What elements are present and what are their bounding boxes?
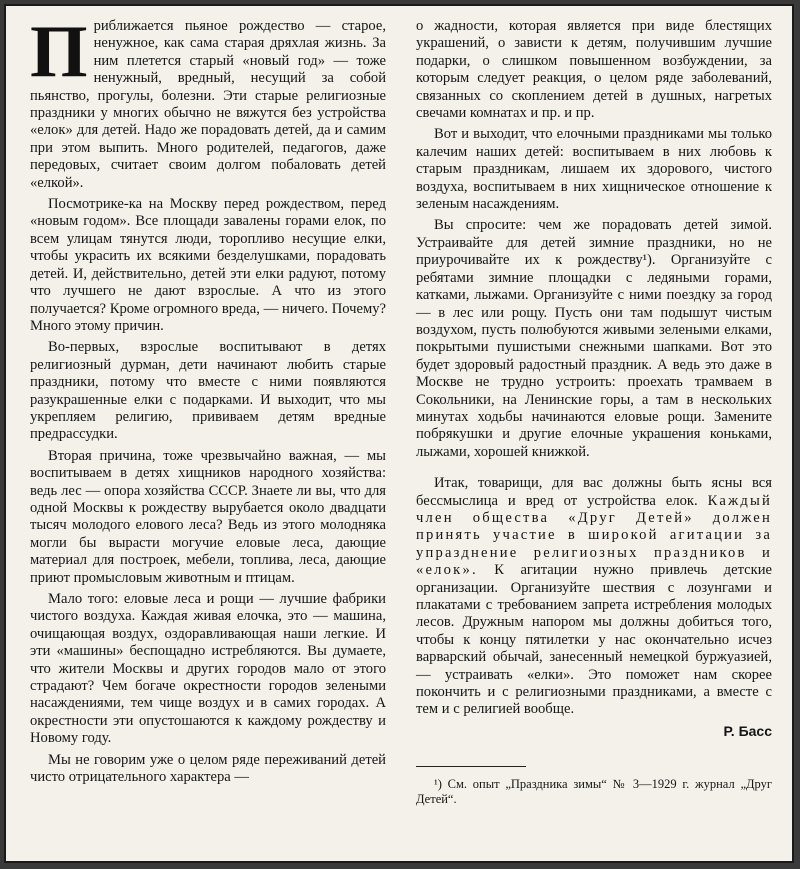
paragraph: Вторая причина, тоже чрезвычайно важная, — мы воспитываем в детях хищников народного хозяйства: ведь лес — опора хозяйства СССР. Знаете ли вы, что для одной Москвы к рождеству вырубается около двадцати тысяч молодого елового леса? Ведь из этого молодняка могли бы вырасти могучие еловые леса, дающие материал для построек, мебели, топлива, леса, дающие приют промысловым животным и птицам. [30,447,386,586]
closing-paragraph [416,475,772,719]
paragraph: о жадности, которая является при виде блестящих украшений, о зависти к детям, получившим лучшие подарки, о слишком повышенном возбуждении, за которым следует реакция, о целом ряде заболеваний, связанных со скоплением детей в душных, нагретых свечами комнатах и пр. и пр. [416,18,772,122]
paragraph: Мы не говорим уже о целом ряде переживаний детей чисто отрицательного характера — [30,751,386,786]
paragraph: Вот и выходит, что елочными праздниками мы только калечим наших детей: воспитываем в них любовь к старым праздникам, лишаем их здорового, чистого воздуха, воспитываем в них хищническое отношение к зеленым насаждениям. [416,126,772,213]
author-signature: Р. Басс [723,722,772,739]
paragraph: Вы спросите: чем же порадовать детей зимой. Устраивайте для детей зимние праздники, но не приурочивайте их к рождеству¹). Организуйте с ребятами зимние площадки с ледяными горами, катками, лыжами. Организуйте с ними поездку за город — в лес или рощу. Пусть они там подышут чистым воздухом, пусть полюбуются живыми зелеными елками, покрытыми пушистыми снежными шапками. Вот это будет здоровый радостный праздник. А ведь это даже в Москве не трудно устроить: проехать трамваем в Сокольники, на Ленинские горы, а там в нескольких минутах ходьбы начинаются еловые рощи. Замените побрякушки и другие елочные украшения коньками, лыжами, хорошей книжкой. [416,217,772,460]
paragraph: Посмотрике-ка на Москву перед рождеством, перед «новым годом». Все площади завалены горами елок, по всем улицам тянутся люди, торопливо несущие елки, чтобы украсить их всякими безделушками, порадовать детей. И, действительно, детей эти елки радуют, потому что лучшего не дают взрослые. А что из этого получается? Кроме огромного вреда, — ничего. Почему? Много этому причин. [30,196,386,334]
paragraph: Мало того: еловые леса и рощи — лучшие фабрики чистого воздуха. Каждая живая елочка, это — машина, очищающая воздух, оздоравливающая наши легкие. И эти «машины» беспощадно истребляются. Вы думаете, что жители Москвы и других городов мало от этого страдают? Чем богаче окрестности городов зелеными насаждениями, тем чище воздух и в самих городах. А окрестности эти опустошаются к каждому рождеству и Новому году. [30,591,386,747]
footnote-divider [416,766,526,767]
footnote: ¹) См. опыт „Праздника зимы“ № 3—1929 г. журнал „Друг Детей“. [416,777,772,807]
paragraph [30,11,386,192]
closing-intro: Итак, товарищи, для вас должны быть ясны вся бессмыслица и вред от устройства елок. [416,475,772,509]
left-column [30,11,386,790]
paragraph-text: риближается пьяное рождество — старое, ненужное, как сама старая дряхлая жизнь. За ним плетется старый «новый год» — тоже ненужный, вредный, несущий за собой пьянство, прогулы, болезни. Эти старые религиозные праздники у многих обычно не вяжутся без устройства «елок» для детей. Надо же порадовать детей, да и самим при этом выпить. Много родителей, педагогов, даже передовых, считает своим долгом побаловать детей «елкой». [30,18,386,191]
magazine-page [4,4,794,863]
paragraph: Во-первых, взрослые воспитывают в детях религиозный дурман, дети начинают любить старые праздники, потому что вместе с ними появляются разукрашенные елки с подарками. И выходит, что мы укрепляем религию, прививаем детям вредные предрассудки. [30,339,386,443]
closing-spaced-call: Каждый член общества «Друг Детей» должен принять участие в широкой агитации за упразднение религиозных праздников и «елок». [416,492,772,579]
closing-rest: К агитации нужно привлечь детские организации. Организуйте шествия с лозунгами и плакатами с требованием запрета истребления молодых лесов. Дружным напором мы должны добиться того, чтобы к концу пятилетки у нас окончательно исчез варварский обычай, занесенный немецкой буржуазией, — устраивать «елки». Это поможет нам скорее покончить и с религиозными праздниками, а вместе с тем и с религией вообще. [416,562,772,718]
drop-cap: П [30,11,88,93]
right-column [416,18,772,811]
